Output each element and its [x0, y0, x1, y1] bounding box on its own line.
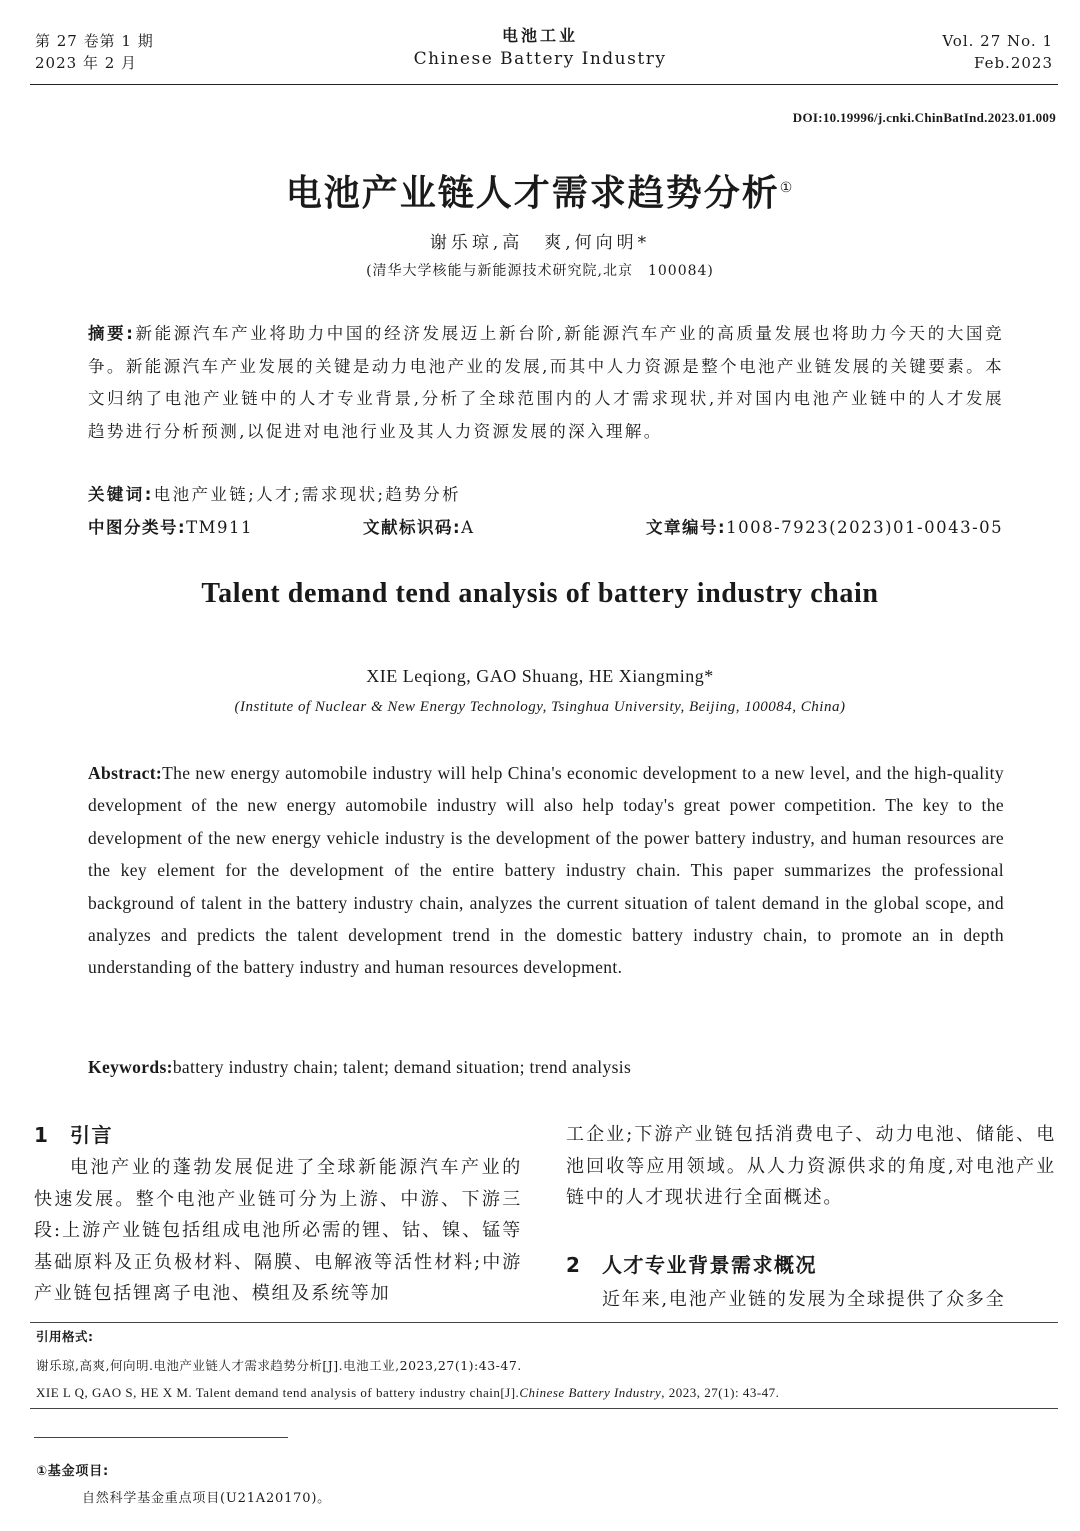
clc-number: [88, 514, 253, 538]
abstract-cn: [88, 318, 1004, 448]
funding-text: 自然科学基金重点项目(U21A20170)。: [82, 1491, 331, 1506]
issue-line: 第 27 卷第 1 期: [35, 32, 154, 50]
running-header-journal: [0, 26, 1080, 72]
citation-cn: 谢乐琼,高爽,何向明.电池产业链人才需求趋势分析[J].电池工业,2023,27(1):43-47.: [36, 1358, 522, 1373]
title-cn-text: 电池产业链人才需求趋势分析: [285, 173, 780, 214]
citation-en-prefix: XIE L Q, GAO S, HE X M. Talent demand tend analysis of battery industry chain[J].: [36, 1385, 520, 1400]
citation-label-text: 引用格式:: [36, 1329, 94, 1344]
month-line: Feb.2023: [973, 54, 1053, 72]
section-2-number: 2: [566, 1253, 582, 1277]
section-1-heading: [34, 1119, 113, 1148]
keywords-en-text: battery industry chain; talent; demand situation; trend analysis: [172, 1057, 632, 1077]
header-rule: [30, 84, 1058, 85]
funding-label: [36, 1462, 109, 1482]
journal-name-en: Chinese Battery Industry: [413, 49, 667, 69]
clc-value: TM911: [186, 518, 254, 537]
journal-name-cn: 电池工业: [501, 26, 578, 45]
article-number: [646, 514, 1003, 538]
abstract-cn-label: 摘要:: [88, 324, 136, 343]
article-no-value: 1008-7923(2023)01-0043-05: [726, 518, 1004, 537]
section-1-paragraph: 电池产业的蓬勃发展促进了全球新能源汽车产业的快速发展。整个电池产业链可分为上游、中游、下游三段:上游产业链包括组成电池所必需的锂、钴、镍、锰等基础原料及正负极材料、隔膜、电解液等活性材料;中游产业链包括锂离子电池、模组及系统等加: [34, 1157, 522, 1304]
section-1-number: 1: [34, 1123, 50, 1147]
affiliation-en: (Institute of Nuclear & New Energy Technology, Tsinghua University, Beijing, 100084, China): [234, 699, 846, 715]
abstract-en-text: The new energy automobile industry will help China's economic development to a new level, and the high-quality development of the new energy automobile industry will also help today's great power competition. The key to the development of the new energy vehicle industry is the development of the power battery industry, and human resources are the key element for the development of the entire battery industry chain. This paper summarizes the professional background of talent in the battery industry chain, analyzes the current situation of talent demand in the global scope, and analyzes and predicts the talent development trend in the domestic battery industry chain, to promote an in depth understanding of the battery industry and human resources development.: [88, 763, 1004, 978]
citation-en: [36, 1383, 779, 1403]
authors-en: XIE Leqiong, GAO Shuang, HE Xiangming*: [366, 666, 714, 686]
section-1-paragraph-continued: 工企业;下游产业链包括消费电子、动力电池、储能、电池回收等应用领域。从人力资源供求的角度,对电池产业链中的人才现状进行全面概述。: [566, 1124, 1056, 1208]
citation-en-journal: Chinese Battery Industry: [519, 1385, 662, 1400]
running-header-volume: [942, 30, 1053, 74]
affiliation-cn: (清华大学核能与新能源技术研究院,北京 100084): [366, 263, 714, 279]
date-line: 2023 年 2 月: [35, 54, 138, 72]
doi: DOI:10.19996/j.cnki.ChinBatInd.2023.01.009: [792, 110, 1056, 125]
funding-label-text: ①基金项目:: [36, 1464, 110, 1479]
keywords-cn-label: 关键词:: [88, 485, 154, 504]
title-en: Talent demand tend analysis of battery industry chain: [201, 578, 879, 609]
volume-line: Vol. 27 No. 1: [942, 32, 1053, 50]
citation-top-rule: [30, 1322, 1058, 1323]
classification-row: [88, 514, 1004, 544]
authors-cn: 谢乐琼,高 爽,何向明*: [429, 233, 651, 253]
footnote-rule: [34, 1437, 288, 1438]
title-footnote-mark: ①: [779, 180, 795, 196]
abstract-cn-text: 新能源汽车产业将助力中国的经济发展迈上新台阶,新能源汽车产业的高质量发展也将助力今天的大国竞争。新能源汽车产业发展的关键是动力电池产业的发展,而其中人力资源是整个电池产业链发展的关键要素。本文归纳了电池产业链中的人才专业背景,分析了全球范围内的人才需求现状,并对国内电池产业链中的人才发展趋势进行分析预测,以促进对电池行业及其人力资源发展的深入理解。: [88, 324, 1004, 441]
article-no-label: 文章编号:: [646, 518, 727, 537]
title-cn: [0, 165, 1080, 216]
citation-bottom-rule: [30, 1408, 1058, 1409]
keywords-cn-text: 电池产业链;人才;需求现状;趋势分析: [153, 485, 462, 504]
keywords-en-label: Keywords:: [88, 1057, 173, 1077]
keywords-cn: [88, 481, 461, 505]
doc-code-value: A: [461, 518, 475, 537]
doc-code-label: 文献标识码:: [363, 518, 462, 537]
abstract-en: [88, 757, 1004, 984]
citation-label: [36, 1327, 94, 1347]
section-1-title: 引言: [70, 1123, 113, 1147]
document-code: [363, 514, 475, 538]
keywords-en: [88, 1051, 631, 1083]
section-2-paragraph: 近年来,电池产业链的发展为全球提供了众多全: [602, 1289, 1006, 1310]
citation-en-suffix: , 2023, 27(1): 43-47.: [661, 1385, 780, 1400]
clc-label: 中图分类号:: [88, 518, 187, 537]
section-2-heading: [566, 1249, 817, 1278]
section-2-title: 人才专业背景需求概况: [602, 1253, 817, 1277]
abstract-en-label: Abstract:: [88, 763, 163, 783]
